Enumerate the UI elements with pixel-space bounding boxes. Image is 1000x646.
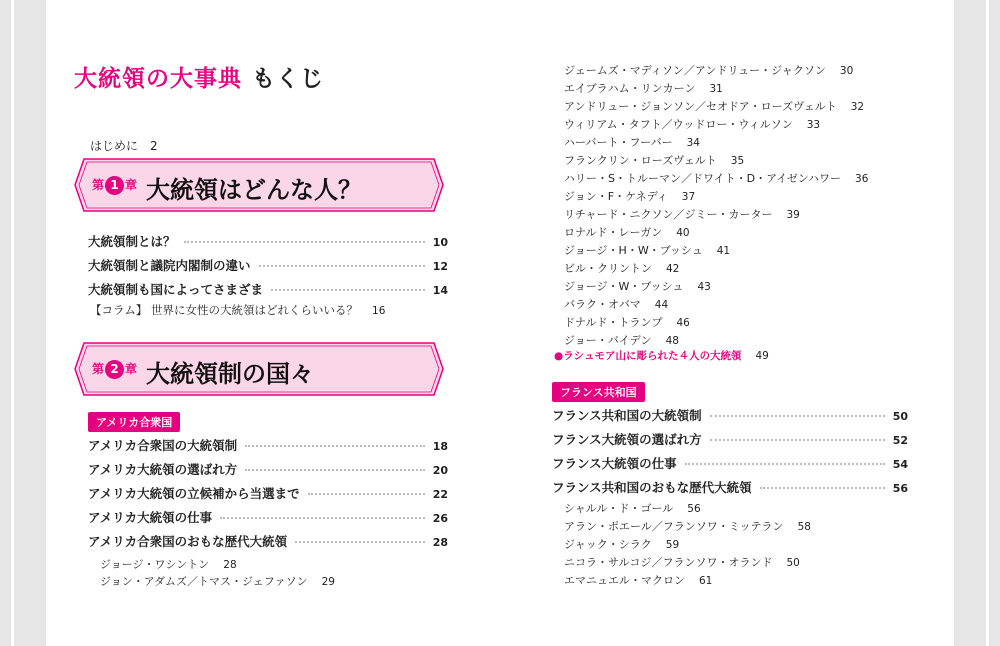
president-entry[interactable] xyxy=(564,260,679,276)
president-name: ロナルド・レーガン xyxy=(564,226,663,239)
chapter-2-banner[interactable] xyxy=(74,342,444,396)
chapter-label: 第 1 章 xyxy=(92,176,137,195)
chapter-1-heading: 大統領はどんな人？ xyxy=(146,176,362,204)
president-entry[interactable] xyxy=(564,296,668,312)
president-entry[interactable] xyxy=(564,242,730,258)
toc-entry-title: 大統領制とは？ xyxy=(88,234,176,249)
toc-entry-title: 大統領制も国によってさまざま xyxy=(88,282,264,297)
president-name: フランクリン・ローズヴェルト xyxy=(564,154,717,167)
president-entry[interactable] xyxy=(564,278,711,294)
president-name: ビル・クリントン xyxy=(564,262,652,275)
leader-dots xyxy=(245,445,425,447)
book-title: 大統領の大事典 xyxy=(74,66,242,92)
chapter-2-heading: 大統領制の国々 xyxy=(146,360,314,388)
president-entry[interactable] xyxy=(564,62,853,78)
president-name: アラン・ポエール／フランソワ・ミッテラン xyxy=(564,520,784,533)
president-entry[interactable] xyxy=(564,224,690,240)
toc-entry[interactable] xyxy=(88,280,448,298)
president-entry[interactable] xyxy=(564,116,820,132)
president-name: ハーバート・フーバー xyxy=(564,136,673,149)
president-page: 34 xyxy=(686,137,700,149)
president-name: アンドリュー・ジョンソン／セオドア・ローズヴェルト xyxy=(564,100,837,113)
president-name: シャルル・ド・ゴール xyxy=(564,502,674,515)
toc-entry-title: フランス大統領の仕事 xyxy=(552,456,677,471)
president-page: 30 xyxy=(839,65,854,77)
president-page: 41 xyxy=(716,245,731,257)
toc-entry-title: アメリカ合衆国の大統領制 xyxy=(88,438,238,453)
president-page: 48 xyxy=(665,335,679,347)
toc-entry-title: フランス大統領の選ばれ方 xyxy=(552,432,702,447)
leader-dots xyxy=(271,289,425,291)
president-page: 35 xyxy=(730,155,745,167)
president-page: 29 xyxy=(321,576,335,588)
leader-dots xyxy=(220,517,425,519)
section-tag-france: フランス共和国 xyxy=(552,382,645,402)
toc-entry-page: 20 xyxy=(432,464,448,477)
leader-dots xyxy=(245,469,425,471)
president-entry[interactable] xyxy=(564,554,800,570)
president-entry[interactable] xyxy=(564,170,868,186)
president-name: ジェームズ・マディソン／アンドリュー・ジャクソン xyxy=(564,64,826,77)
intro-entry[interactable] xyxy=(90,137,158,154)
toc-title: もくじ xyxy=(252,66,324,92)
president-entry[interactable] xyxy=(564,188,695,204)
president-name: ジョー・バイデン xyxy=(564,334,652,347)
column-title: 【コラム】 世界に女性の大統領はどれくらいいる？ xyxy=(90,303,359,317)
president-entry[interactable] xyxy=(564,134,700,150)
right-page-edge xyxy=(954,0,1000,646)
president-entry[interactable] xyxy=(564,536,679,552)
toc-entry[interactable] xyxy=(88,256,448,274)
leader-dots xyxy=(308,493,425,495)
president-page: 28 xyxy=(223,559,237,571)
president-name: ジョン・F・ケネディ xyxy=(564,190,668,203)
toc-entry[interactable] xyxy=(552,430,908,448)
column-entry[interactable] xyxy=(90,302,385,318)
toc-entry[interactable] xyxy=(552,454,908,472)
president-page: 33 xyxy=(806,119,821,131)
leader-dots xyxy=(295,541,425,543)
toc-entry-title: フランス共和国のおもな歴代大統領 xyxy=(552,480,752,495)
toc-entry[interactable] xyxy=(88,460,448,478)
president-name: ニコラ・サルコジ／フランソワ・オランド xyxy=(564,556,773,569)
toc-entry[interactable] xyxy=(88,484,448,502)
president-entry[interactable] xyxy=(100,573,335,589)
leader-dots xyxy=(760,487,885,489)
president-entry[interactable] xyxy=(564,518,811,534)
president-name: ジョン・アダムズ／トマス・ジェファソン xyxy=(100,575,308,588)
left-page-edge xyxy=(0,0,46,646)
book-spread xyxy=(46,0,954,646)
chapter-number: 2 xyxy=(105,360,124,379)
chapter-number: 1 xyxy=(105,176,124,195)
president-page: 56 xyxy=(687,503,701,515)
president-entry[interactable] xyxy=(564,500,701,516)
president-page: 59 xyxy=(665,539,680,551)
president-name: ウィリアム・タフト／ウッドロー・ウィルソン xyxy=(564,118,793,131)
toc-entry-title: アメリカ大統領の選ばれ方 xyxy=(88,462,238,477)
toc-entry-title: 大統領制と議院内閣制の違い xyxy=(88,258,251,273)
toc-entry-page: 22 xyxy=(432,488,448,501)
president-page: 44 xyxy=(654,299,669,311)
president-page: 39 xyxy=(786,209,800,221)
president-name: エマニュエル・マクロン xyxy=(564,574,685,587)
leader-dots xyxy=(710,415,885,417)
leader-dots xyxy=(710,439,885,441)
toc-entry-page: 18 xyxy=(432,440,448,453)
president-name: バラク・オバマ xyxy=(564,298,641,311)
president-page: 42 xyxy=(666,263,680,275)
president-entry[interactable] xyxy=(564,80,723,96)
toc-entry-title: アメリカ大統領の立候補から当選まで xyxy=(88,486,300,501)
president-name: ドナルド・トランプ xyxy=(564,316,663,329)
toc-entry[interactable] xyxy=(552,406,908,424)
column-page: 16 xyxy=(372,305,386,317)
president-page: 58 xyxy=(797,521,811,533)
toc-entry-page: 56 xyxy=(892,482,908,495)
president-entry[interactable] xyxy=(564,314,690,330)
intro-page: 2 xyxy=(150,139,158,153)
president-page: 37 xyxy=(681,191,696,203)
leader-dots xyxy=(259,265,425,267)
president-page: 43 xyxy=(697,281,711,293)
president-page: 31 xyxy=(709,83,723,95)
section-tag-usa: アメリカ合衆国 xyxy=(88,412,180,432)
president-page: 36 xyxy=(855,173,869,185)
toc-entry[interactable] xyxy=(88,532,448,550)
toc-entry-title: アメリカ大統領の仕事 xyxy=(88,510,213,525)
toc-entry[interactable] xyxy=(552,478,908,496)
toc-entry-page: 52 xyxy=(892,434,908,447)
president-page: 50 xyxy=(786,557,800,569)
leader-dots xyxy=(685,463,885,465)
toc-entry-page: 54 xyxy=(892,458,908,471)
president-page: 61 xyxy=(699,575,713,587)
president-name: ハリー・S・トルーマン／ドワイト・D・アイゼンハワー xyxy=(564,172,842,185)
president-name: エイブラハム・リンカーン xyxy=(564,82,696,95)
president-page: 40 xyxy=(676,227,690,239)
toc-entry[interactable] xyxy=(88,508,448,526)
leader-dots xyxy=(184,241,425,243)
president-entry[interactable] xyxy=(564,332,679,348)
toc-entry-page: 28 xyxy=(432,536,448,549)
president-entry[interactable] xyxy=(564,98,864,114)
toc-entry-page: 12 xyxy=(432,260,448,273)
intro-label: はじめに xyxy=(90,139,139,153)
toc-entry[interactable] xyxy=(88,436,448,454)
page-title xyxy=(74,60,324,93)
president-entry[interactable] xyxy=(564,206,800,222)
toc-entry[interactable] xyxy=(88,232,448,250)
president-name: ジョージ・ワシントン xyxy=(100,558,210,571)
president-entry[interactable] xyxy=(564,152,744,168)
president-name: ジャック・シラク xyxy=(564,538,652,551)
president-name: リチャード・ニクソン／ジミー・カーター xyxy=(564,208,773,221)
president-entry[interactable] xyxy=(100,556,237,572)
rushmore-entry[interactable]: ●ラシュモア山に彫られた４人の大統領 49 xyxy=(554,350,769,362)
toc-entry-page: 14 xyxy=(432,284,448,297)
president-page: 46 xyxy=(676,317,690,329)
toc-entry-title: アメリカ合衆国のおもな歴代大統領 xyxy=(88,534,288,549)
president-entry[interactable] xyxy=(564,572,712,588)
chapter-label: 第 2 章 xyxy=(92,360,137,379)
president-page: 32 xyxy=(850,101,865,113)
toc-entry-page: 10 xyxy=(432,236,448,249)
president-name: ジョージ・H・W・ブッシュ xyxy=(564,244,703,257)
president-name: ジョージ・W・ブッシュ xyxy=(564,280,684,293)
chapter-1-banner[interactable] xyxy=(74,158,444,212)
toc-entry-title: フランス共和国の大統領制 xyxy=(552,408,702,423)
toc-entry-page: 26 xyxy=(432,512,448,525)
toc-entry-page: 50 xyxy=(892,410,908,423)
